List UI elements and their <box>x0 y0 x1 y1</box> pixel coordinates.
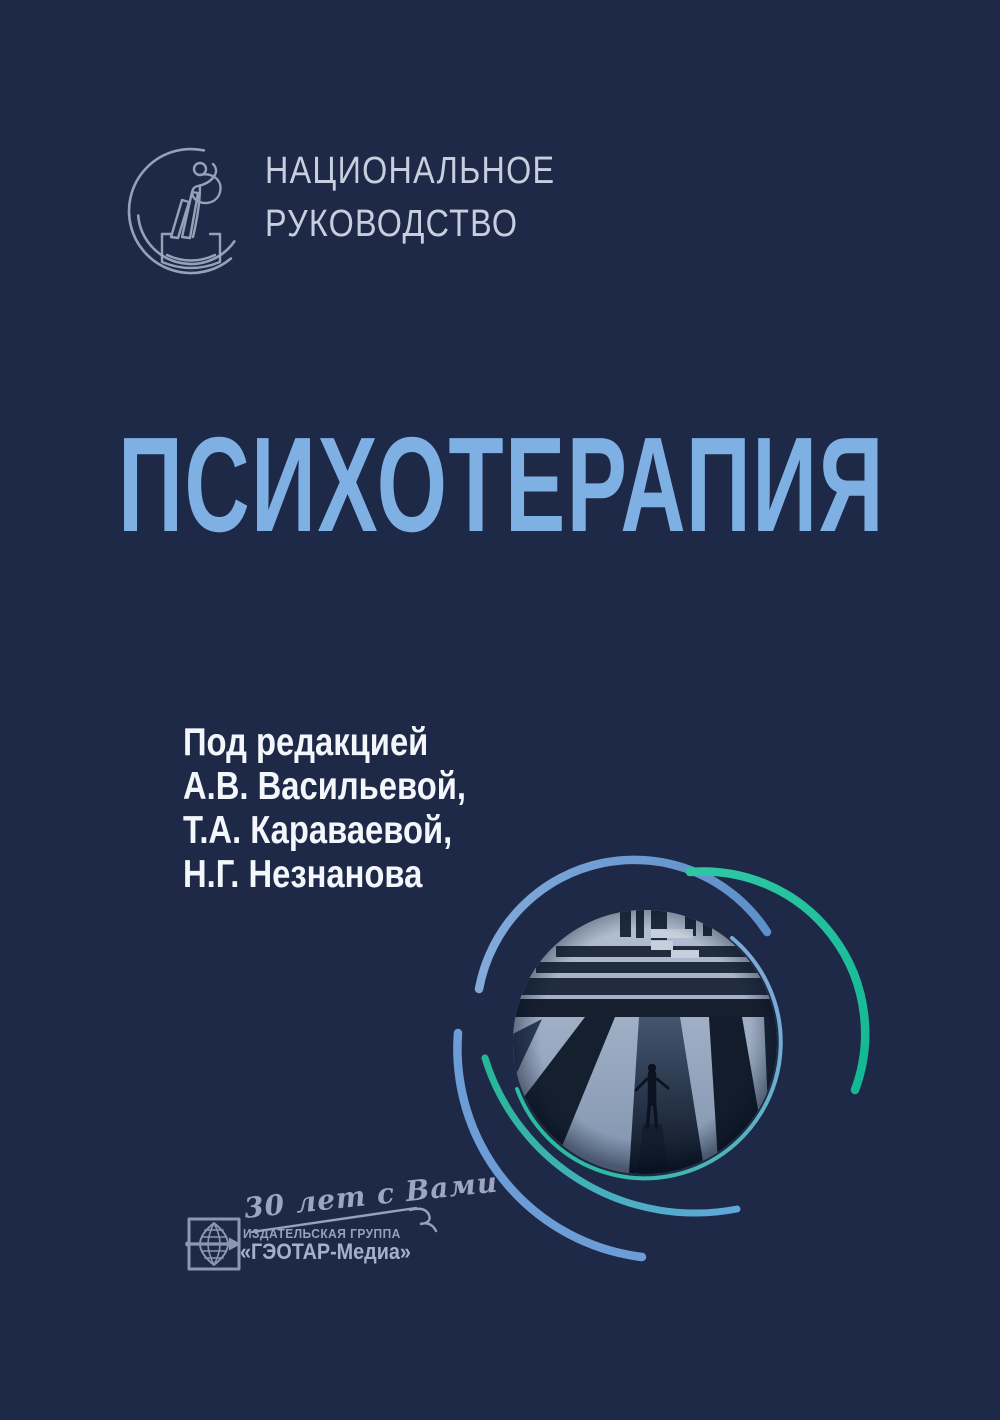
publisher-group-label: ИЗДАТЕЛЬСКАЯ ГРУППА <box>243 1226 401 1241</box>
series-title <box>265 145 555 251</box>
person-silhouette <box>636 1064 669 1178</box>
book-title: ПСИХОТЕРАПИЯ <box>118 409 885 560</box>
series-title-line1: НАЦИОНАЛЬНОЕ <box>265 150 556 192</box>
publisher-name: «ГЭОТАР-Медиа» <box>240 1239 411 1264</box>
editors-heading: Под редакцией <box>183 721 429 764</box>
maze-photo <box>505 902 795 1187</box>
editor-name: Т.А. Караваевой, <box>183 809 453 852</box>
editor-name: А.В. Васильевой, <box>183 765 466 808</box>
series-title-line2: РУКОВОДСТВО <box>265 203 519 245</box>
editors-block <box>183 721 466 897</box>
anniversary-script: 30 лет с Вами <box>242 1165 500 1225</box>
series-emblem-icon <box>122 142 260 280</box>
orbit-arcs <box>457 860 865 1257</box>
publisher-logo-icon <box>185 1211 245 1275</box>
editor-name: Н.Г. Незнанова <box>183 853 423 896</box>
